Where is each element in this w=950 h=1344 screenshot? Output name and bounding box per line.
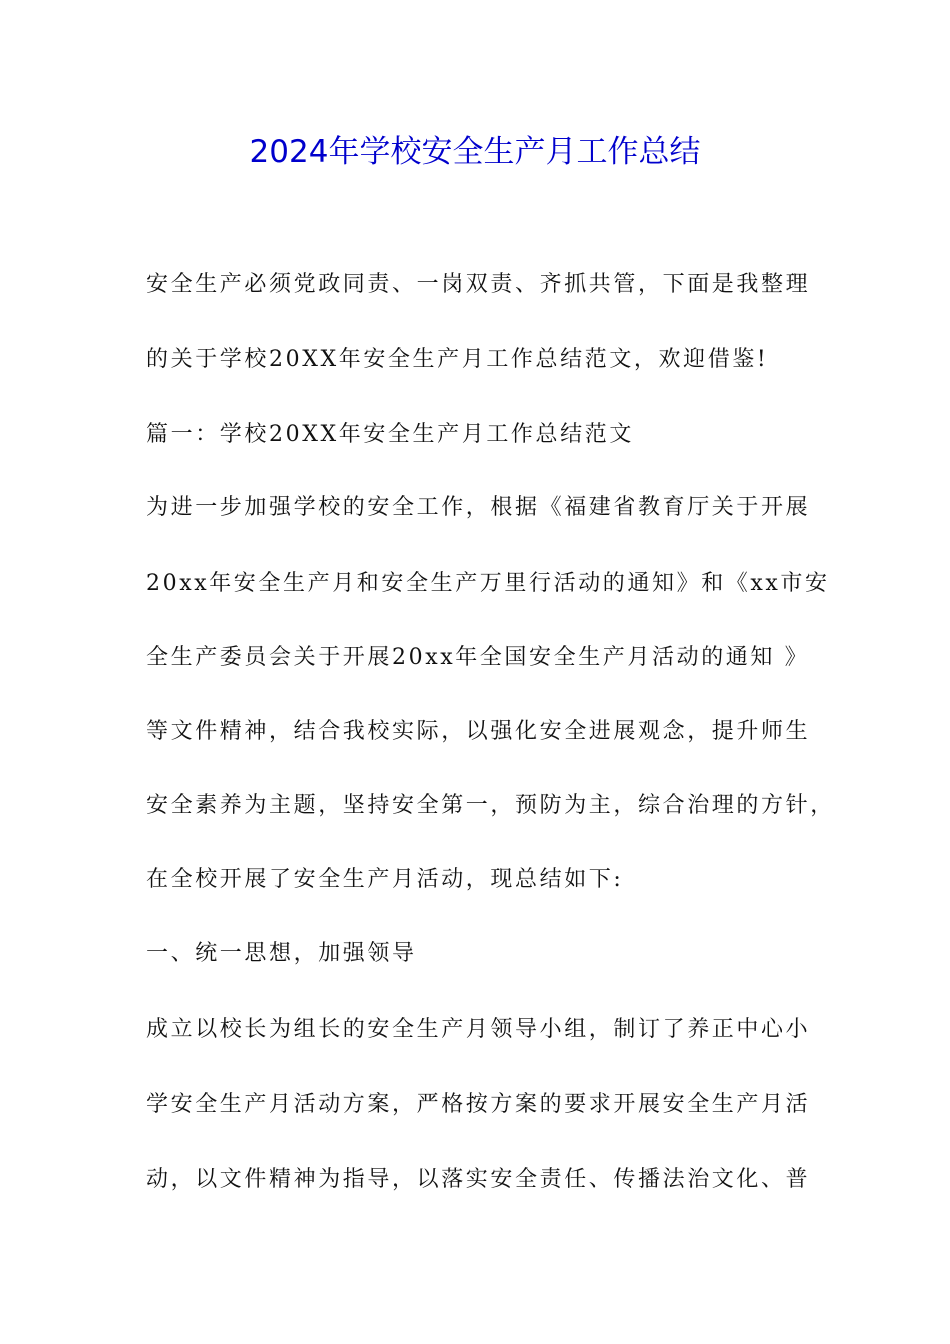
document-title: 2024年学校安全生产月工作总结 <box>249 134 701 170</box>
body-line-1: 安全生产必须党政同责、一岗双责、齐抓共管，下面是我整理 <box>146 272 811 297</box>
body-line-8: 安全素养为主题，坚持安全第一，预防为主，综合治理的方针， <box>146 793 835 818</box>
body-line-5: 20xx年安全生产月和安全生产万里行活动的通知》和《xx市安 <box>146 571 830 596</box>
body-line-12: 学安全生产月活动方案，严格按方案的要求开展安全生产月活 <box>146 1092 811 1117</box>
body-line-9: 在全校开展了安全生产月活动，现总结如下: <box>146 867 624 892</box>
body-line-6: 全生产委员会关于开展20xx年全国安全生产月活动的通知 》 <box>146 645 810 670</box>
section-heading-1: 篇一：学校20XX年安全生产月工作总结范文 <box>146 422 634 447</box>
body-line-11: 成立以校长为组长的安全生产月领导小组，制订了养正中心小 <box>146 1017 811 1042</box>
body-line-2: 的关于学校20XX年安全生产月工作总结范文，欢迎借鉴! <box>146 347 769 372</box>
body-line-7: 等文件精神，结合我校实际，以强化安全进展观念，提升师生 <box>146 719 811 744</box>
body-line-4: 为进一步加强学校的安全工作，根据《福建省教育厅关于开展 <box>146 495 811 520</box>
body-line-13: 动，以文件精神为指导，以落实安全责任、传播法治文化、普 <box>146 1167 811 1192</box>
section-heading-2: 一、统一思想，加强领导 <box>146 941 417 966</box>
